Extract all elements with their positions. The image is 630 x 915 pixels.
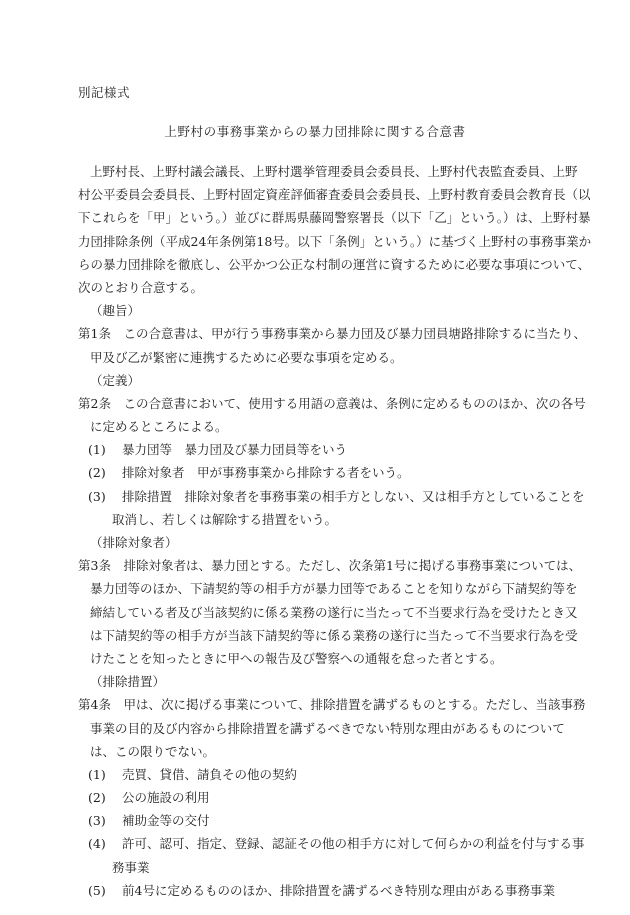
preamble-line: 力団排除条例（平成24年条例第18号。以下「条例」という。）に基づく上野村の事務事業か: [78, 233, 592, 249]
article-text-line: 第2条 この合意書において、使用する用語の意義は、条例に定めるもののほか、次の各号: [78, 395, 586, 411]
list-item: [78, 461, 556, 484]
article-heading: （排除対象者）: [90, 535, 178, 550]
article-text-line: に定めるところによる。: [90, 419, 228, 435]
list-item-number: (3): [88, 488, 106, 504]
list-item-text: 許可、認可、指定、登録、認証その他の相手方に対して何らかの利益を付与する事: [122, 836, 585, 852]
list-item: [78, 763, 556, 786]
list-item-text: 排除措置 排除対象者を事務事業の相手方としない、又は相手方としていることを: [122, 488, 585, 504]
article-text-line: 第3条 排除対象者は、暴力団とする。ただし、次条第1号に掲げる事務事業については、: [78, 558, 582, 574]
list-item-continuation: 務事業: [112, 859, 150, 875]
preamble-line: 下これらを「甲」という。）並びに群馬県藤岡警察署長（以下「乙」という。）は、上野村暴: [78, 210, 591, 226]
document-title: 上野村の事務事業からの暴力団排除に関する合意書: [164, 124, 466, 139]
article-text-line: 第4条 甲は、次に掲げる事業について、排除措置を講ずるものとする。ただし、当該事務: [78, 697, 586, 713]
preamble-line: らの暴力団排除を徹底し、公平かつ公正な村制の運営に資するために必要な事項について、: [78, 256, 591, 272]
list-item-text: 排除対象者 甲が事務事業から排除する者をいう。: [122, 465, 410, 481]
article-text-line: けたことを知ったときに甲への報告及び警察への通報を怠った者とする。: [90, 650, 503, 666]
list-item: [78, 438, 556, 461]
list-item-number: (5): [88, 882, 106, 898]
list-item-text: 前4号に定めるもののほか、排除措置を講ずるべき特別な理由がある事務事業: [122, 882, 555, 898]
list-item-text: 売買、貸借、請負その他の契約: [122, 766, 298, 782]
article-text-line: は下請契約等の相手方が当該下請契約等に係る業務の遂行に当たって不当要求行為を受: [90, 627, 578, 643]
list-item: [78, 879, 556, 902]
article-text-line: 暴力団等のほか、下請契約等の相手方が暴力団等であることを知りながら下請契約等を: [90, 581, 578, 597]
article-text-line: は、この限りでない。: [90, 743, 216, 759]
list-item: [78, 786, 556, 809]
article-heading: （定義）: [90, 372, 141, 388]
list-item-number: (2): [88, 465, 106, 481]
article-heading: （排除措置）: [90, 674, 166, 690]
list-item-text: 暴力団等 暴力団及び暴力団員等をいう: [122, 442, 348, 458]
list-item-text: 公の施設の利用: [122, 790, 210, 806]
article-text-line: 第1条 この合意書は、甲が行う事務事業から暴力団及び暴力団員塘路排除するに当たり、: [78, 326, 586, 342]
list-item-number: (2): [88, 790, 106, 806]
preamble-line: 次のとおり合意する。: [78, 279, 204, 295]
article-text-line: 事業の目的及び内容から排除措置を講ずるべきでない特別な理由があるものについて: [90, 720, 565, 736]
list-item: [78, 485, 585, 508]
list-item: [78, 809, 556, 832]
article-text-line: 締結している者及び当該契約に係る業務の遂行に当たって不当要求行為を受けたとき又: [90, 604, 578, 620]
list-item-number: (4): [88, 836, 106, 852]
article-heading: （趣旨）: [90, 303, 141, 319]
preamble-line: 上野村長、上野村議会議長、上野村選挙管理委員会委員長、上野村代表監査委員、上野: [90, 164, 578, 179]
list-item-continuation: 取消し、若しくは解除する措置をいう。: [112, 511, 338, 527]
list-item-number: (3): [88, 813, 106, 829]
list-item-number: (1): [88, 766, 106, 782]
form-label: 別記様式: [78, 85, 131, 100]
list-item-text: 補助金等の交付: [122, 813, 210, 829]
list-item-number: (1): [88, 442, 106, 458]
preamble-line: 村公平委員会委員長、上野村固定資産評価審査委員会委員長、上野村教育委員会教育長（以: [78, 187, 591, 203]
document-body: [78, 160, 592, 902]
article-text-line: 甲及び乙が緊密に連携するために必要な事項を定める。: [90, 349, 403, 365]
list-item: [78, 832, 585, 855]
